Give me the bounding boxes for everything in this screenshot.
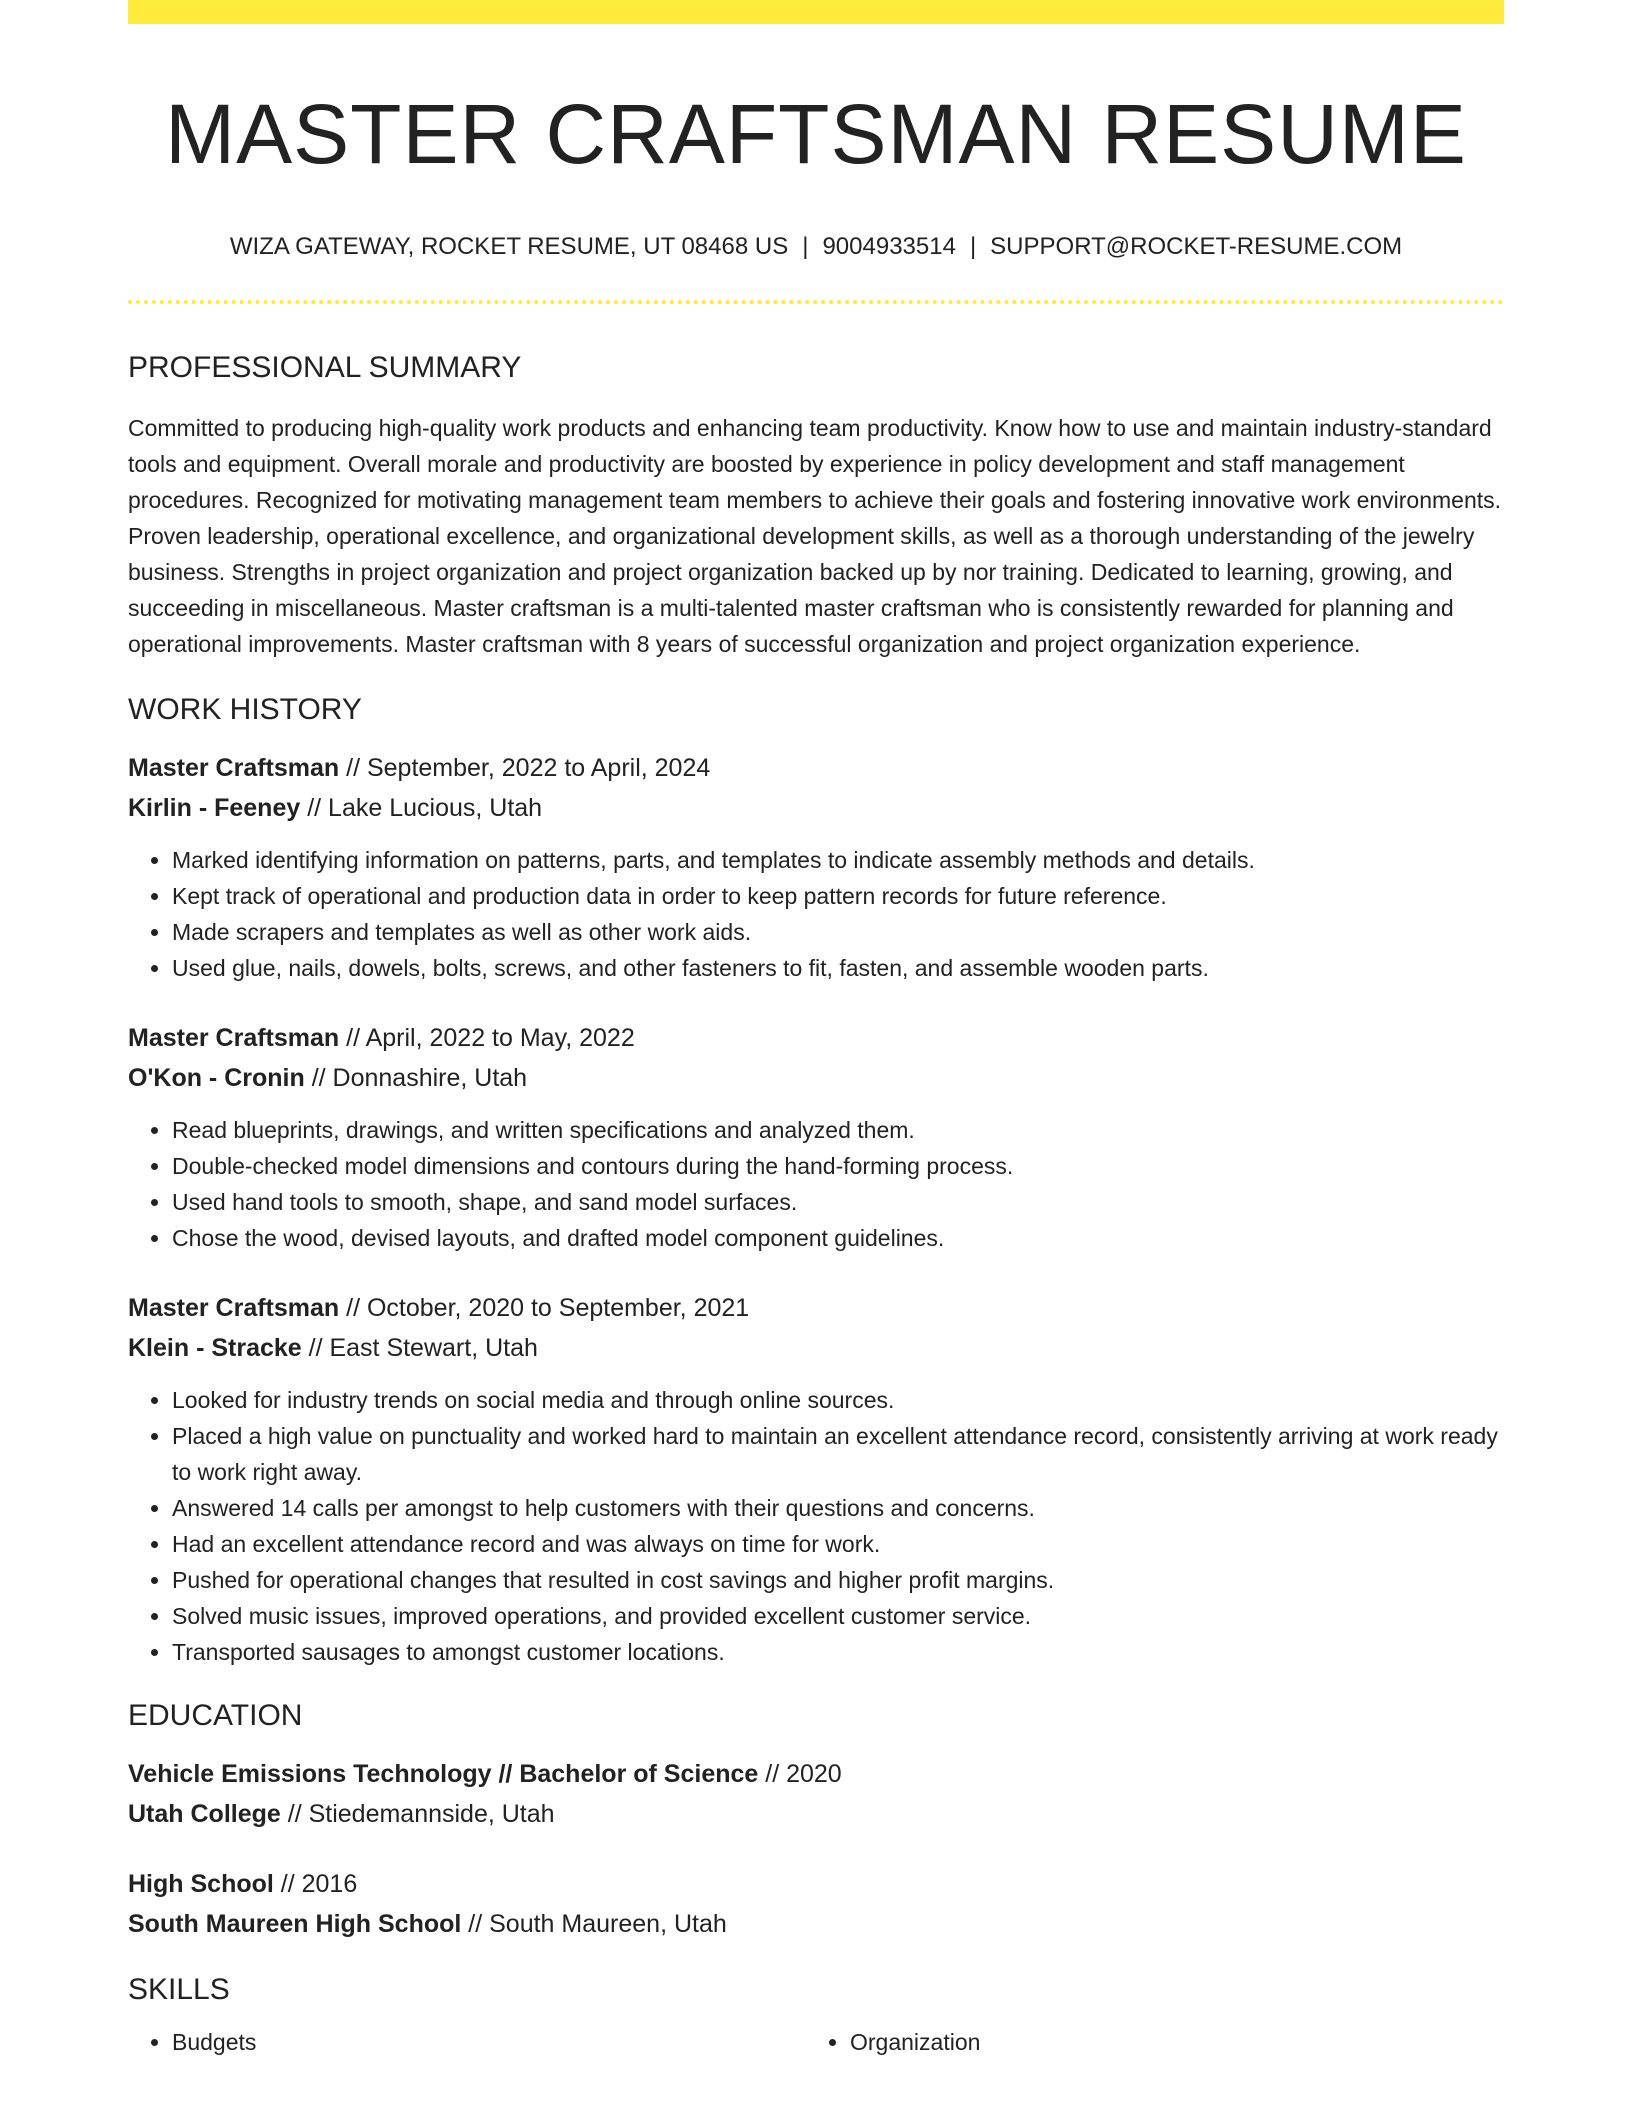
job-company-line	[128, 1328, 1504, 1368]
skills-columns	[128, 2024, 1504, 2060]
education-degree: Vehicle Emissions Technology // Bachelor of Science	[128, 1759, 759, 1788]
job-location: // East Stewart, Utah	[301, 1333, 538, 1362]
job-entry	[128, 1288, 1504, 1670]
job-dates: // September, 2022 to April, 2024	[339, 753, 711, 782]
job-title: Master Craftsman	[128, 1293, 340, 1322]
work-history-heading: WORK HISTORY	[128, 692, 362, 726]
job-bullet: • Used hand tools to smooth, shape, and sand model surfaces.	[172, 1184, 1504, 1220]
job-bullet: • Answered 14 calls per amongst to help customers with their questions and concerns.	[172, 1490, 1504, 1526]
job-bullet: • Looked for industry trends on social media and through online sources.	[172, 1382, 1504, 1418]
skill-item: • Organization	[850, 2024, 1484, 2060]
education-entry	[128, 1754, 1504, 1834]
job-bullet: • Transported sausages to amongst customer locations.	[172, 1634, 1504, 1670]
job-location: // Lake Lucious, Utah	[300, 793, 543, 822]
job-dates: // April, 2022 to May, 2022	[339, 1023, 635, 1052]
education-year: // 2020	[758, 1759, 842, 1788]
resume-title: MASTER CRAFTSMAN RESUME	[165, 87, 1467, 181]
education-degree-line	[128, 1864, 1504, 1904]
job-bullet: • Placed a high value on punctuality and worked hard to maintain an excellent attendance record, consistently arriving at work ready to work right away.	[172, 1418, 1504, 1490]
job-company-line	[128, 1058, 1504, 1098]
job-location: // Donnashire, Utah	[304, 1063, 528, 1092]
job-bullets	[128, 1382, 1504, 1670]
education-school: South Maureen High School	[128, 1909, 462, 1938]
summary-text: Committed to producing high-quality work products and enhancing team productivity. Know how to use and maintain industry-standard tools and equipment. Overall morale and productivity are boosted by experience in policy development and staff management procedures. Recognized for motivating management team members to achieve their goals and fostering innovative work environments. Proven leadership, operational excellence, and organizational development skills, as well as a thorough understanding of the jewelry business. Strengths in project organization and project organization backed up by nor training. Dedicated to learning, growing, and succeeding in miscellaneous. Master craftsman is a multi-talented master craftsman who is consistently rewarded for planning and operational improvements. Master craftsman with 8 years of successful organization and project organization experience.	[128, 414, 1502, 657]
education-school-line	[128, 1904, 1504, 1944]
job-bullet: • Chose the wood, devised layouts, and drafted model component guidelines.	[172, 1220, 1504, 1256]
job-title-line	[128, 1288, 1504, 1328]
education-school: Utah College	[128, 1799, 281, 1828]
education-year: // 2016	[273, 1869, 358, 1898]
job-entry	[128, 1018, 1504, 1256]
job-company: Klein - Stracke	[128, 1333, 302, 1362]
job-title-line	[128, 1018, 1504, 1058]
contact-separator: |	[969, 232, 977, 260]
job-bullet: • Made scrapers and templates as well as other work aids.	[172, 914, 1504, 950]
education-location: // South Maureen, Utah	[461, 1909, 727, 1938]
skills-left-list	[128, 2024, 806, 2060]
education-degree: High School	[128, 1869, 274, 1898]
education-location: // Stiedemannside, Utah	[280, 1799, 555, 1828]
job-company-line	[128, 788, 1504, 828]
summary-heading: PROFESSIONAL SUMMARY	[128, 350, 522, 384]
job-bullets	[128, 842, 1504, 986]
education-degree-line	[128, 1754, 1504, 1794]
contact-phone: 9004933514	[822, 232, 956, 260]
job-title: Master Craftsman	[128, 1023, 340, 1052]
skills-heading: SKILLS	[128, 1972, 230, 2006]
contact-address: WIZA GATEWAY, ROCKET RESUME, UT 08468 US	[229, 232, 789, 260]
resume-page	[128, 0, 1504, 2060]
job-bullets	[128, 1112, 1504, 1256]
job-bullet: • Kept track of operational and production data in order to keep pattern records for future reference.	[172, 878, 1504, 914]
job-bullet: • Solved music issues, improved operations, and provided excellent customer service.	[172, 1598, 1504, 1634]
job-bullet: • Used glue, nails, dowels, bolts, screws, and other fasteners to fit, fasten, and assemble wooden parts.	[172, 950, 1504, 986]
contact-separator: |	[802, 232, 809, 260]
skill-item: • Budgets	[172, 2024, 806, 2060]
job-company: O'Kon - Cronin	[128, 1063, 305, 1092]
education-school-line	[128, 1794, 1504, 1834]
job-bullet: • Pushed for operational changes that resulted in cost savings and higher profit margins.	[172, 1562, 1504, 1598]
contact-line	[128, 233, 1504, 262]
job-bullet: • Double-checked model dimensions and contours during the hand-forming process.	[172, 1148, 1504, 1184]
job-bullet: • Read blueprints, drawings, and written specifications and analyzed them.	[172, 1112, 1504, 1148]
job-entry	[128, 748, 1504, 986]
skills-right-list	[806, 2024, 1484, 2060]
education-heading: EDUCATION	[128, 1698, 303, 1732]
job-title-line	[128, 748, 1504, 788]
job-bullet: • Had an excellent attendance record and was always on time for work.	[172, 1526, 1504, 1562]
accent-top-bar	[128, 0, 1504, 24]
job-dates: // October, 2020 to September, 2021	[339, 1293, 750, 1322]
job-bullet: • Marked identifying information on patterns, parts, and templates to indicate assembly methods and details.	[172, 842, 1504, 878]
job-company: Kirlin - Feeney	[128, 793, 301, 822]
contact-email: SUPPORT@ROCKET-RESUME.COM	[990, 232, 1403, 260]
education-entry	[128, 1864, 1504, 1944]
job-title: Master Craftsman	[128, 753, 340, 782]
dotted-divider	[128, 300, 1504, 304]
